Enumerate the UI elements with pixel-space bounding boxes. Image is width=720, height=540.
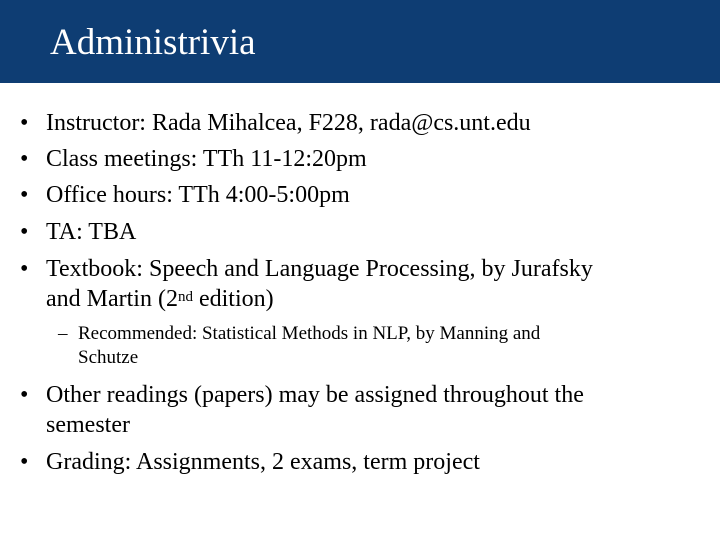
list-item-text: Instructor: Rada Mihalcea, F228, rada@cs.unt.edu bbox=[46, 110, 531, 136]
bullet: • bbox=[20, 382, 29, 408]
bullet: • bbox=[20, 219, 29, 245]
sub-item-continuation: Schutze bbox=[78, 347, 139, 368]
list-item-text: Other readings (papers) may be assigned throughout the bbox=[46, 382, 584, 408]
list-item-text: TA: TBA bbox=[46, 219, 137, 245]
superscript: nd bbox=[177, 289, 193, 305]
continuation-text-end: edition) bbox=[192, 286, 274, 312]
sub-item-text: Recommended: Statistical Methods in NLP, by Manning and bbox=[78, 323, 541, 344]
continuation-text: and Martin (2 bbox=[46, 286, 178, 312]
bullet: • bbox=[20, 110, 29, 136]
slide-title: Administrivia bbox=[50, 22, 256, 63]
title-bar bbox=[0, 0, 720, 83]
dash: – bbox=[58, 323, 68, 344]
bullet: • bbox=[20, 256, 29, 282]
list-item-textbook-continuation bbox=[46, 285, 274, 314]
bullet: • bbox=[20, 449, 29, 475]
list-item-text: Grading: Assignments, 2 exams, term project bbox=[46, 449, 480, 475]
list-item-text: Textbook: Speech and Language Processing, by Jurafsky bbox=[46, 256, 593, 282]
list-item-other-readings-continuation: semester bbox=[46, 412, 130, 438]
bullet: • bbox=[20, 182, 29, 208]
list-item-text: Class meetings: TTh 11-12:20pm bbox=[46, 146, 367, 172]
list-item-text: Office hours: TTh 4:00-5:00pm bbox=[46, 182, 350, 208]
bullet: • bbox=[20, 146, 29, 172]
